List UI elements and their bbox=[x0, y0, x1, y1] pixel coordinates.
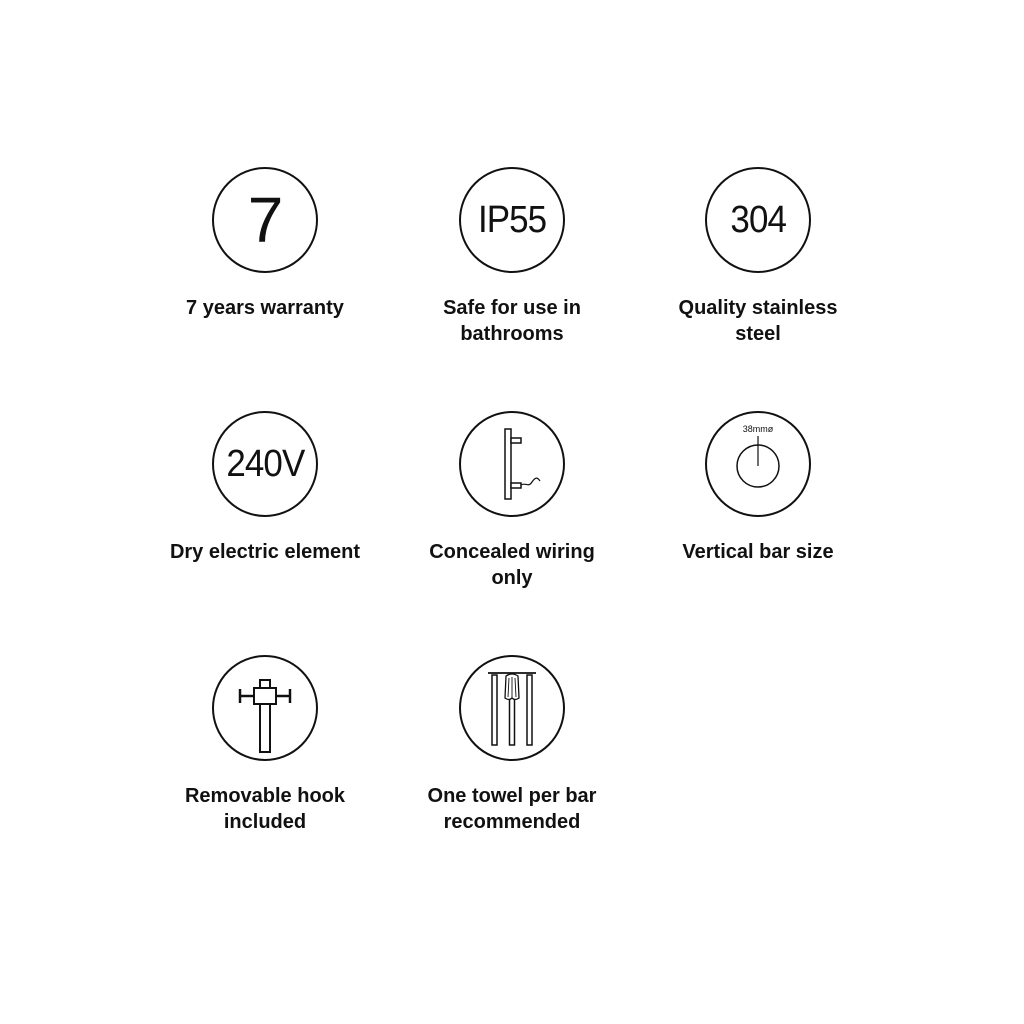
voltage-caption bbox=[145, 539, 385, 565]
warranty-caption bbox=[145, 295, 385, 321]
diameter-label: 38mmø bbox=[742, 424, 774, 434]
towel-bars-drawing bbox=[462, 658, 562, 758]
caption-line: Safe for use in bbox=[443, 297, 581, 319]
caption-line: 7 years warranty bbox=[186, 297, 344, 319]
warranty-badge-text: 7 bbox=[247, 184, 283, 256]
steel-caption bbox=[638, 295, 878, 347]
caption-line: included bbox=[223, 811, 307, 833]
caption-line: steel bbox=[735, 323, 781, 345]
bar-size-caption bbox=[638, 539, 878, 565]
caption-line: Dry electric element bbox=[169, 541, 361, 563]
bar-diameter-drawing bbox=[708, 414, 808, 514]
304-steel-icon bbox=[705, 167, 811, 273]
caption-line: One towel per bar bbox=[427, 785, 597, 807]
ip55-rating-icon bbox=[459, 167, 565, 273]
caption-line: Concealed wiring bbox=[429, 541, 595, 563]
steel-badge-text: 304 bbox=[730, 199, 786, 241]
concealed-wiring-icon bbox=[459, 411, 565, 517]
caption-line: Removable hook bbox=[184, 785, 346, 807]
ip55-caption bbox=[392, 295, 632, 347]
removable-hook-icon bbox=[212, 655, 318, 761]
caption-line: only bbox=[491, 567, 533, 589]
hook-caption bbox=[145, 783, 385, 835]
removable-hook-drawing bbox=[215, 658, 315, 758]
seven-number-icon bbox=[212, 167, 318, 273]
caption-line: recommended bbox=[443, 811, 581, 833]
ip55-badge-text: IP55 bbox=[477, 199, 547, 241]
caption-line: Quality stainless bbox=[678, 297, 838, 319]
concealed-wiring-drawing bbox=[472, 424, 552, 504]
240v-voltage-icon bbox=[212, 411, 318, 517]
towel-bars-icon bbox=[459, 655, 565, 761]
voltage-badge-text: 240V bbox=[226, 443, 304, 485]
bar-diameter-icon bbox=[705, 411, 811, 517]
wiring-caption bbox=[392, 539, 632, 591]
caption-line: Vertical bar size bbox=[682, 541, 834, 563]
caption-line: bathrooms bbox=[460, 323, 564, 345]
towel-caption bbox=[392, 783, 632, 835]
